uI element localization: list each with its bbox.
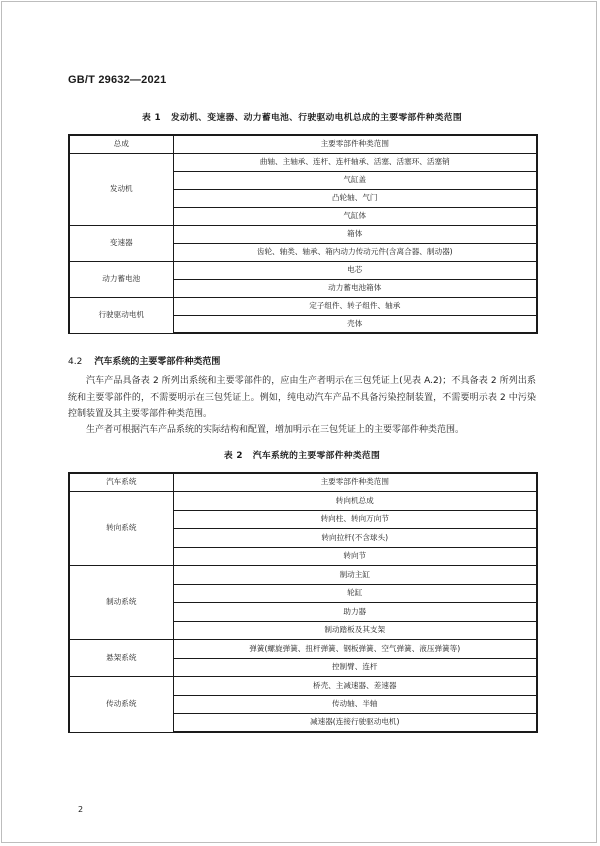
table-row	[69, 566, 537, 585]
table2-caption	[68, 448, 536, 461]
part-range-cell: 减速器(连接行驶驱动电机)	[173, 714, 537, 733]
part-range-cell: 箱体	[173, 225, 537, 243]
table2-caption-text: 汽车系统的主要零部件种类范围	[252, 451, 381, 461]
column-header: 汽车系统	[69, 473, 173, 492]
part-range-cell: 气缸体	[173, 207, 537, 225]
standard-code: GB/T 29632—2021	[68, 74, 167, 86]
part-range-cell: 气缸盖	[173, 171, 537, 189]
part-range-cell: 转向柱、转向万向节	[173, 510, 537, 529]
group-name-cell: 发动机	[69, 153, 173, 225]
paragraph: 汽车产品具备表 2 所列出系统和主要零部件的，应由生产者明示在三包凭证上(见表 A.2)；不具备表 2 所列出系统和主要零部件的，不需要明示在三包凭证上。例如，纯电动汽车产品不具备污染控制装置，不需要明示表 2 中污染控制装置及其主要零部件种类范围。	[68, 376, 536, 419]
paragraph: 生产者可根据汽车产品系统的实际结构和配置，增加明示在三包凭证上的主要零部件种类范围。	[86, 425, 465, 435]
group-name-cell: 变速器	[69, 225, 173, 261]
table-row	[69, 261, 537, 279]
part-range-cell: 控制臂、连杆	[173, 658, 537, 677]
part-range-cell: 曲轴、主轴承、连杆、连杆轴承、活塞、活塞环、活塞销	[173, 153, 537, 171]
table-row	[69, 153, 537, 171]
section-heading	[68, 354, 220, 367]
page-number: 2	[78, 805, 84, 814]
group-name-cell: 转向系统	[69, 492, 173, 566]
document-page	[1, 1, 597, 843]
column-header: 总成	[69, 135, 173, 153]
table1	[68, 134, 538, 334]
column-header: 主要零部件种类范围	[173, 135, 537, 153]
group-name-cell: 传动系统	[69, 677, 173, 733]
part-range-cell: 壳体	[173, 315, 537, 333]
section-title: 汽车系统的主要零部件种类范围	[94, 357, 221, 367]
table1-caption	[68, 110, 536, 123]
part-range-cell: 轮缸	[173, 584, 537, 603]
group-name-cell: 动力蓄电池	[69, 261, 173, 297]
part-range-cell: 弹簧(螺旋弹簧、扭杆弹簧、钢板弹簧、空气弹簧、液压弹簧等)	[173, 640, 537, 659]
part-range-cell: 转向机总成	[173, 492, 537, 511]
table1-caption-number: 表 1	[142, 113, 161, 123]
group-name-cell: 悬架系统	[69, 640, 173, 677]
group-name-cell: 行驶驱动电机	[69, 297, 173, 333]
part-range-cell: 定子组件、转子组件、轴承	[173, 297, 537, 315]
part-range-cell: 转向拉杆(不含球头)	[173, 529, 537, 548]
table2	[68, 472, 538, 733]
group-name-cell: 制动系统	[69, 566, 173, 640]
part-range-cell: 动力蓄电池箱体	[173, 279, 537, 297]
part-range-cell: 制动主缸	[173, 566, 537, 585]
part-range-cell: 电芯	[173, 261, 537, 279]
part-range-cell: 桥壳、主减速器、差速器	[173, 677, 537, 696]
column-header: 主要零部件种类范围	[173, 473, 537, 492]
table-row	[69, 492, 537, 511]
table-row	[69, 225, 537, 243]
table-row	[69, 640, 537, 659]
table-row	[69, 297, 537, 315]
table-row	[69, 677, 537, 696]
table1-caption-text: 发动机、变速器、动力蓄电池、行驶驱动电机总成的主要零部件种类范围	[170, 113, 462, 123]
part-range-cell: 转向节	[173, 547, 537, 566]
part-range-cell: 齿轮、轴类、轴承、箱内动力传动元件(含离合器、制动器)	[173, 243, 537, 261]
part-range-cell: 制动踏板及其支架	[173, 621, 537, 640]
table2-caption-number: 表 2	[223, 451, 243, 461]
part-range-cell: 凸轮轴、气门	[173, 189, 537, 207]
part-range-cell: 助力器	[173, 603, 537, 622]
section-number: 4.2	[68, 357, 83, 367]
part-range-cell: 传动轴、半轴	[173, 695, 537, 714]
